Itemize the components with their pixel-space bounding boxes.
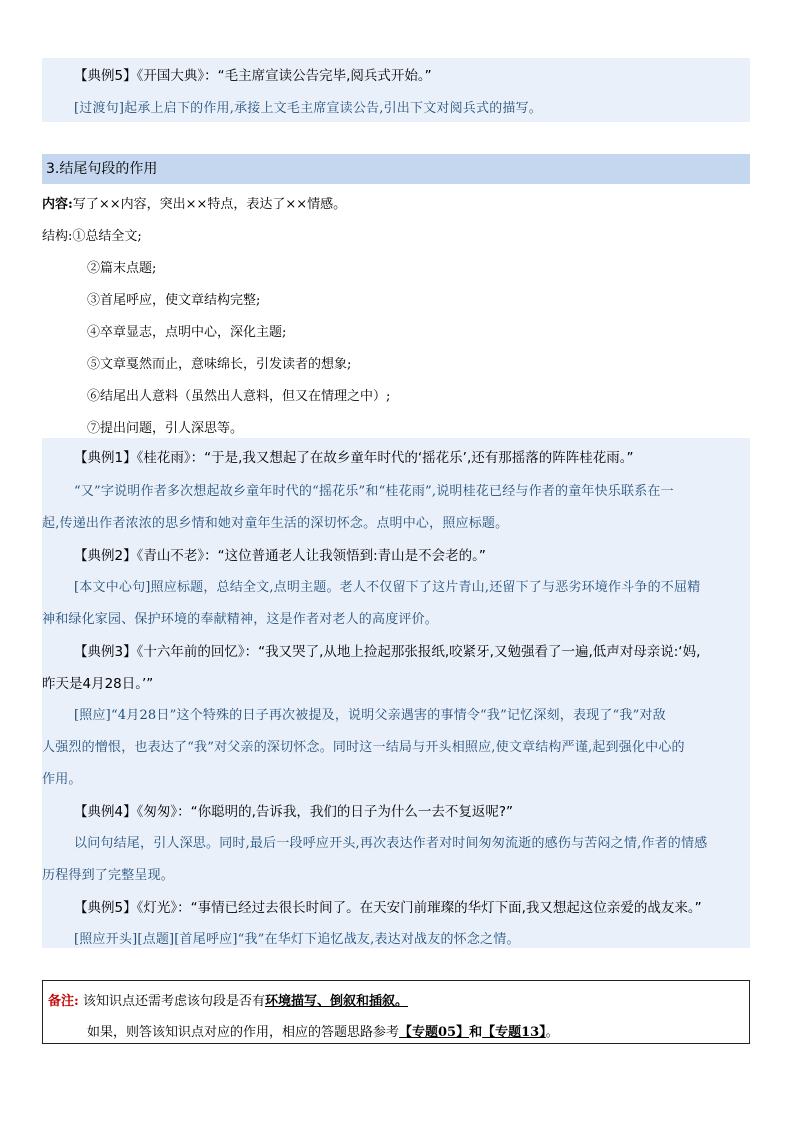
structure-item: ⑤文章戛然而止，意味绵长，引发读者的想象;	[87, 357, 352, 372]
note-line-2	[87, 1021, 559, 1040]
note-text: 如果，则答该知识点对应的作用，相应的答题思路参考	[87, 1025, 400, 1040]
structure-item: ①总结全文;	[72, 229, 142, 244]
structure-row	[42, 225, 142, 244]
example-1-head: 【典例1】《桂花雨》：“于是,我又想起了在故乡童年时代的‘摇花乐’,还有那摇落的阵阵桂花雨。”	[74, 450, 634, 466]
example-2-explanation: 神和绿化家园、保护环境的奉献精神，这是作者对老人的高度评价。	[42, 612, 439, 627]
example-5-head: 【典例5】《灯光》：“事情已经过去很长时间了。在天安门前璀璨的华灯下面,我又想起这位亲爱的战友来。”	[74, 900, 702, 916]
top-example-explanation: [过渡句]起承上启下的作用,承接上文毛主席宣读公告,引出下文对阅兵式的描写。	[74, 101, 543, 116]
example-2-head: 【典例2】《青山不老》：“这位普通老人让我领悟到:青山是不会老的。”	[74, 548, 486, 564]
structure-item: ②篇末点题;	[87, 261, 157, 276]
example-1-explanation: “又”字说明作者多次想起故乡童年时代的“摇花乐”和“桂花雨”,说明桂花已经与作者的童年快乐联系在一	[74, 484, 674, 499]
note-line-1	[48, 990, 408, 1009]
example-3-head-cont: 昨天是4月28日。’”	[42, 676, 154, 692]
example-5-explanation: [照应开头][点题][首尾呼应]“我”在华灯下追忆战友,表达对战友的怀念之情。	[74, 932, 520, 947]
structure-item: ④卒章显志，点明中心，深化主题;	[87, 325, 287, 340]
section-title: 3.结尾句段的作用	[42, 154, 750, 184]
structure-item: ⑦提出问题，引人深思等。	[87, 421, 244, 436]
example-4-head: 【典例4】《匆匆》：“你聪明的,告诉我，我们的日子为什么一去不复返呢?”	[74, 804, 514, 820]
example-1-explanation: 起,传递出作者浓浓的思乡情和她对童年生活的深切怀念。点明中心，照应标题。	[42, 516, 509, 531]
note-text: 。	[545, 1025, 559, 1040]
note-topic-link[interactable]: 【专题05】	[399, 1025, 470, 1040]
example-2-explanation: [本文中心句]照应标题，总结全文,点明主题。老人不仅留下了这片青山,还留下了与恶劣环境作斗争的不屈精	[74, 580, 701, 595]
note-topic-link[interactable]: 【专题13】	[482, 1025, 546, 1040]
structure-item: ③首尾呼应，使文章结构完整;	[87, 293, 261, 308]
example-4-explanation: 以问句结尾，引人深思。同时,最后一段呼应开头,再次表达作者对时间匆匆流逝的感伤与苦闷之情,作者的情感	[74, 836, 708, 851]
note-text: 该知识点还需考虑该句段是否有	[82, 994, 265, 1009]
example-3-explanation: [照应]“4月28日”这个特殊的日子再次被提及，说明父亲遇害的事情令“我”记忆深刻，表现了“我”对敌	[74, 708, 666, 723]
structure-label: 结构:	[42, 229, 73, 244]
note-emphasis: 环境描写、倒叙和插叙。	[264, 994, 408, 1009]
content-label: 内容:	[42, 197, 73, 212]
note-label: 备注:	[48, 994, 79, 1009]
note-text: 和	[469, 1025, 483, 1040]
content-row	[42, 193, 346, 212]
top-example-head: 【典例5】《开国大典》：“毛主席宣读公告完毕,阅兵式开始。”	[74, 68, 432, 84]
example-3-head: 【典例3】《十六年前的回忆》：“我又哭了,从地上捡起那张报纸,咬紧牙,又勉强看了一遍,低声对母亲说:‘妈,	[74, 644, 701, 660]
example-3-explanation: 人强烈的憎恨，也表达了“我”对父亲的深切怀念。同时这一结局与开头相照应,使文章结构严谨,起到强化中心的	[42, 740, 685, 755]
example-4-explanation: 历程得到了完整呈现。	[42, 868, 175, 883]
example-3-explanation: 作用。	[42, 772, 82, 787]
content-text: 写了××内容，突出××特点，表达了××情感。	[72, 197, 347, 212]
structure-item: ⑥结尾出人意料（虽然出人意料，但又在情理之中）;	[87, 389, 391, 404]
